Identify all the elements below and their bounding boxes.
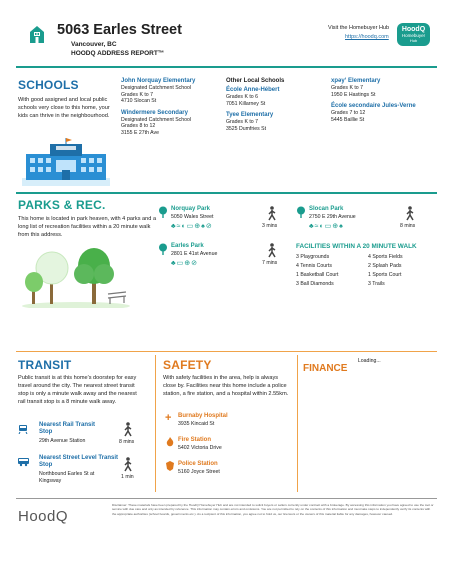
parks-title: PARKS & REC. bbox=[18, 198, 106, 212]
report-label: HOODQ ADDRESS REPORT™ bbox=[71, 50, 165, 57]
house-logo-icon bbox=[28, 24, 46, 44]
header-divider bbox=[16, 66, 437, 68]
playground-icon: ♣ bbox=[309, 223, 315, 230]
park-item[interactable] bbox=[158, 243, 288, 273]
facility-item: 3 Ball Diamonds bbox=[296, 281, 334, 287]
school-address: 3155 E 27th Ave bbox=[121, 129, 159, 136]
column-divider bbox=[297, 355, 298, 492]
park-walk-time: 3 mins bbox=[262, 223, 278, 229]
school-name: École Anne-Hébert bbox=[226, 87, 280, 93]
park-item[interactable] bbox=[158, 206, 288, 236]
finance-loading: Loading... bbox=[357, 358, 381, 364]
transit-stop-address: Northbound Earles St at Kingsway bbox=[39, 471, 95, 484]
park-amenity-icons bbox=[309, 222, 344, 230]
transit-stop[interactable] bbox=[18, 455, 143, 489]
parks-divider bbox=[16, 192, 437, 194]
other-schools-2 bbox=[331, 78, 441, 123]
schools-description: With good assigned and local public schools very close to this home, your kids can thrive in the neighbourhood. bbox=[18, 97, 110, 119]
finance-title: FINANCE bbox=[303, 363, 348, 374]
transit-stop-name: Nearest Street Level Transit Stop bbox=[39, 455, 119, 468]
school-name: xpəyʼ Elementary bbox=[331, 78, 381, 84]
park-address: 2801 E 41st Avenue bbox=[171, 251, 218, 257]
school-name: Tyee Elementary bbox=[226, 112, 274, 119]
facility-item: 1 Sports Court bbox=[368, 272, 402, 278]
park-item[interactable] bbox=[296, 206, 426, 236]
safety-item-name: Fire Station bbox=[178, 437, 212, 443]
hoodq-hub-badge[interactable] bbox=[397, 23, 430, 46]
park-amenity-icons bbox=[171, 259, 198, 267]
header bbox=[28, 22, 428, 68]
school-address: 4710 Slocan St bbox=[121, 98, 157, 105]
city-label: Vancouver, BC bbox=[71, 41, 117, 48]
tennis-icon: ◐ bbox=[319, 223, 325, 230]
school-address: 5445 Baillie St bbox=[331, 116, 365, 123]
schools-title: SCHOOLS bbox=[18, 78, 79, 92]
school-name: John Norquay Elementary bbox=[121, 78, 196, 84]
school-address: 3525 Dumfries St bbox=[226, 125, 267, 132]
pool-icon: ≈ bbox=[314, 223, 320, 230]
parks-description: This home is located in park heaven, with 4 parks and a long list of recreation facilities within a 20 minute walk from this address. bbox=[18, 216, 157, 238]
school-catchment: Designated Catchment School bbox=[121, 85, 192, 91]
sports-field-icon: ▭ bbox=[186, 223, 195, 230]
basketball-icon: ⊕ bbox=[332, 223, 340, 230]
fire-icon bbox=[166, 437, 174, 447]
visit-hub-label: Visit the Homebuyer Hub bbox=[328, 25, 390, 31]
safety-description: With safety facilities in the area, help is always close by. Facilities near this home include a police station, a fire station, and a hospital within 2.55km. bbox=[163, 375, 289, 397]
playground-icon: ♣ bbox=[171, 223, 177, 230]
page-title: 5063 Earles Street bbox=[57, 22, 182, 38]
hospital-icon: + bbox=[165, 412, 172, 424]
baseball-icon: ⊘ bbox=[191, 260, 198, 267]
school-grades: Grades 7 to 12 bbox=[331, 110, 366, 117]
other-schools-heading: Other Local Schools bbox=[226, 78, 285, 84]
park-name: Norquay Park bbox=[171, 206, 211, 212]
transit-title: TRANSIT bbox=[18, 358, 72, 372]
safety-item-address: 5402 Victoria Drive bbox=[178, 445, 222, 451]
train-icon bbox=[18, 424, 28, 434]
school-catchment: Designated Catchment School bbox=[121, 116, 192, 123]
walking-icon bbox=[404, 206, 416, 221]
facilities bbox=[296, 243, 436, 289]
sports-field-icon: ▭ bbox=[324, 223, 333, 230]
tree-icon bbox=[296, 206, 306, 218]
walking-icon bbox=[122, 422, 134, 437]
sports-field-icon: ▭ bbox=[176, 260, 185, 267]
footer-disclaimer: Disclaimer: These materials have been prepared by the HoodQ Homebuyer Hub and are not intended to solicit buyers or sellers currently under contract with a brokerage. By accessing this information you have agreed to use the tool or service with due care and only as intended by reference. This information may contain errors and omissions. You are not permitted to rely on the contents of this information and must take steps to independently verify its contents with the appropriate authorities (school boards, governments etc.). As a recipient of this information, you agree not to hold us, our licensors or the owners of this material liable for any damages, however caused. bbox=[112, 503, 434, 516]
park-trees-illustration bbox=[22, 246, 130, 308]
transit-section bbox=[18, 358, 143, 406]
school-grades: Grades K to 6 bbox=[226, 94, 259, 100]
school-item[interactable] bbox=[331, 103, 441, 123]
basketball-icon: ⊕ bbox=[194, 223, 202, 230]
school-name: Windermere Secondary bbox=[121, 109, 188, 116]
other-schools bbox=[226, 78, 326, 132]
transit-description: Public transit is at this home's doorstep for easy travel around the city. The nearest street transit stop is only a minute walk away and the nearest rail transit stop is a 8 minute walk away. bbox=[18, 375, 137, 405]
park-name: Slocan Park bbox=[309, 206, 344, 212]
school-item[interactable] bbox=[226, 112, 326, 132]
footer-divider bbox=[16, 498, 437, 499]
badge-sub: Homebuyer bbox=[401, 33, 426, 38]
safety-item-name: Police Station bbox=[178, 461, 218, 467]
park-walk-time: 8 mins bbox=[400, 223, 416, 229]
school-item[interactable] bbox=[226, 87, 326, 107]
footer-logo: HoodQ bbox=[18, 508, 69, 525]
school-address: 1950 E Hastings St bbox=[331, 91, 376, 98]
facility-item: 2 Splash Pads bbox=[368, 263, 402, 269]
walking-icon bbox=[266, 243, 278, 258]
badge-title: HoodQ bbox=[401, 26, 426, 33]
transit-stop-address: 29th Avenue Station bbox=[39, 438, 86, 444]
school-item[interactable] bbox=[331, 78, 441, 98]
tennis-icon: ◐ bbox=[181, 223, 187, 230]
school-address: 7051 Killarney St bbox=[226, 100, 266, 107]
transit-stop[interactable] bbox=[18, 422, 143, 452]
school-building-illustration bbox=[22, 138, 110, 186]
tree-icon bbox=[158, 206, 168, 218]
school-name: École secondaire Jules-Verne bbox=[331, 103, 416, 110]
park-address: 5050 Wales Street bbox=[171, 214, 214, 220]
transit-walk-time: 8 mins bbox=[119, 439, 135, 445]
school-grades: Grades K to 7 bbox=[331, 85, 364, 91]
trail-icon: ♠ bbox=[339, 223, 344, 230]
walking-icon bbox=[266, 206, 278, 221]
park-walk-time: 7 mins bbox=[262, 260, 278, 266]
park-amenity-icons bbox=[171, 222, 213, 230]
park-name: Earles Park bbox=[171, 243, 204, 249]
facility-item: 4 Tennis Courts bbox=[296, 263, 332, 269]
police-badge-icon bbox=[166, 461, 174, 471]
assigned-schools bbox=[121, 78, 221, 137]
trail-icon: ♠ bbox=[201, 223, 206, 230]
school-grades: Grades K to 7 bbox=[121, 91, 154, 98]
park-address: 2750 E 29th Avenue bbox=[309, 214, 356, 220]
tree-icon bbox=[158, 243, 168, 255]
safety-item-name: Burnaby Hospital bbox=[178, 413, 228, 419]
transit-stop-name: Nearest Rail Transit Stop bbox=[39, 422, 96, 435]
school-grades: Grades K to 7 bbox=[226, 119, 259, 126]
finance-section bbox=[303, 358, 433, 376]
safety-title: SAFETY bbox=[163, 358, 212, 372]
playground-icon: ♣ bbox=[171, 260, 177, 267]
badge-sub2: Hub bbox=[409, 38, 418, 43]
school-grades: Grades 8 to 12 bbox=[121, 123, 156, 130]
facility-item: 4 Sports Fields bbox=[368, 254, 403, 260]
safety-section bbox=[163, 358, 291, 398]
safety-item-address: 3935 Kincaid St bbox=[178, 421, 215, 427]
transit-walk-time: 1 min bbox=[121, 474, 134, 480]
column-divider bbox=[155, 355, 156, 492]
basketball-icon: ⊕ bbox=[184, 260, 192, 267]
school-item[interactable] bbox=[121, 78, 221, 105]
bus-icon bbox=[18, 457, 29, 467]
pool-icon: ≈ bbox=[176, 223, 182, 230]
school-item[interactable] bbox=[121, 110, 221, 137]
visit-hub-link[interactable]: https://hoodq.com bbox=[345, 34, 389, 40]
baseball-icon: ⊘ bbox=[205, 223, 213, 230]
transit-divider bbox=[16, 351, 437, 352]
facilities-title: FACILITIES WITHIN A 20 MINUTE WALK bbox=[296, 243, 417, 250]
facility-item: 3 Playgrounds bbox=[296, 254, 330, 260]
facility-item: 1 Basketball Court bbox=[296, 272, 339, 278]
safety-item-address: 5160 Joyce Street bbox=[178, 469, 220, 475]
walking-icon bbox=[122, 457, 134, 472]
facility-item: 3 Trails bbox=[368, 281, 385, 287]
